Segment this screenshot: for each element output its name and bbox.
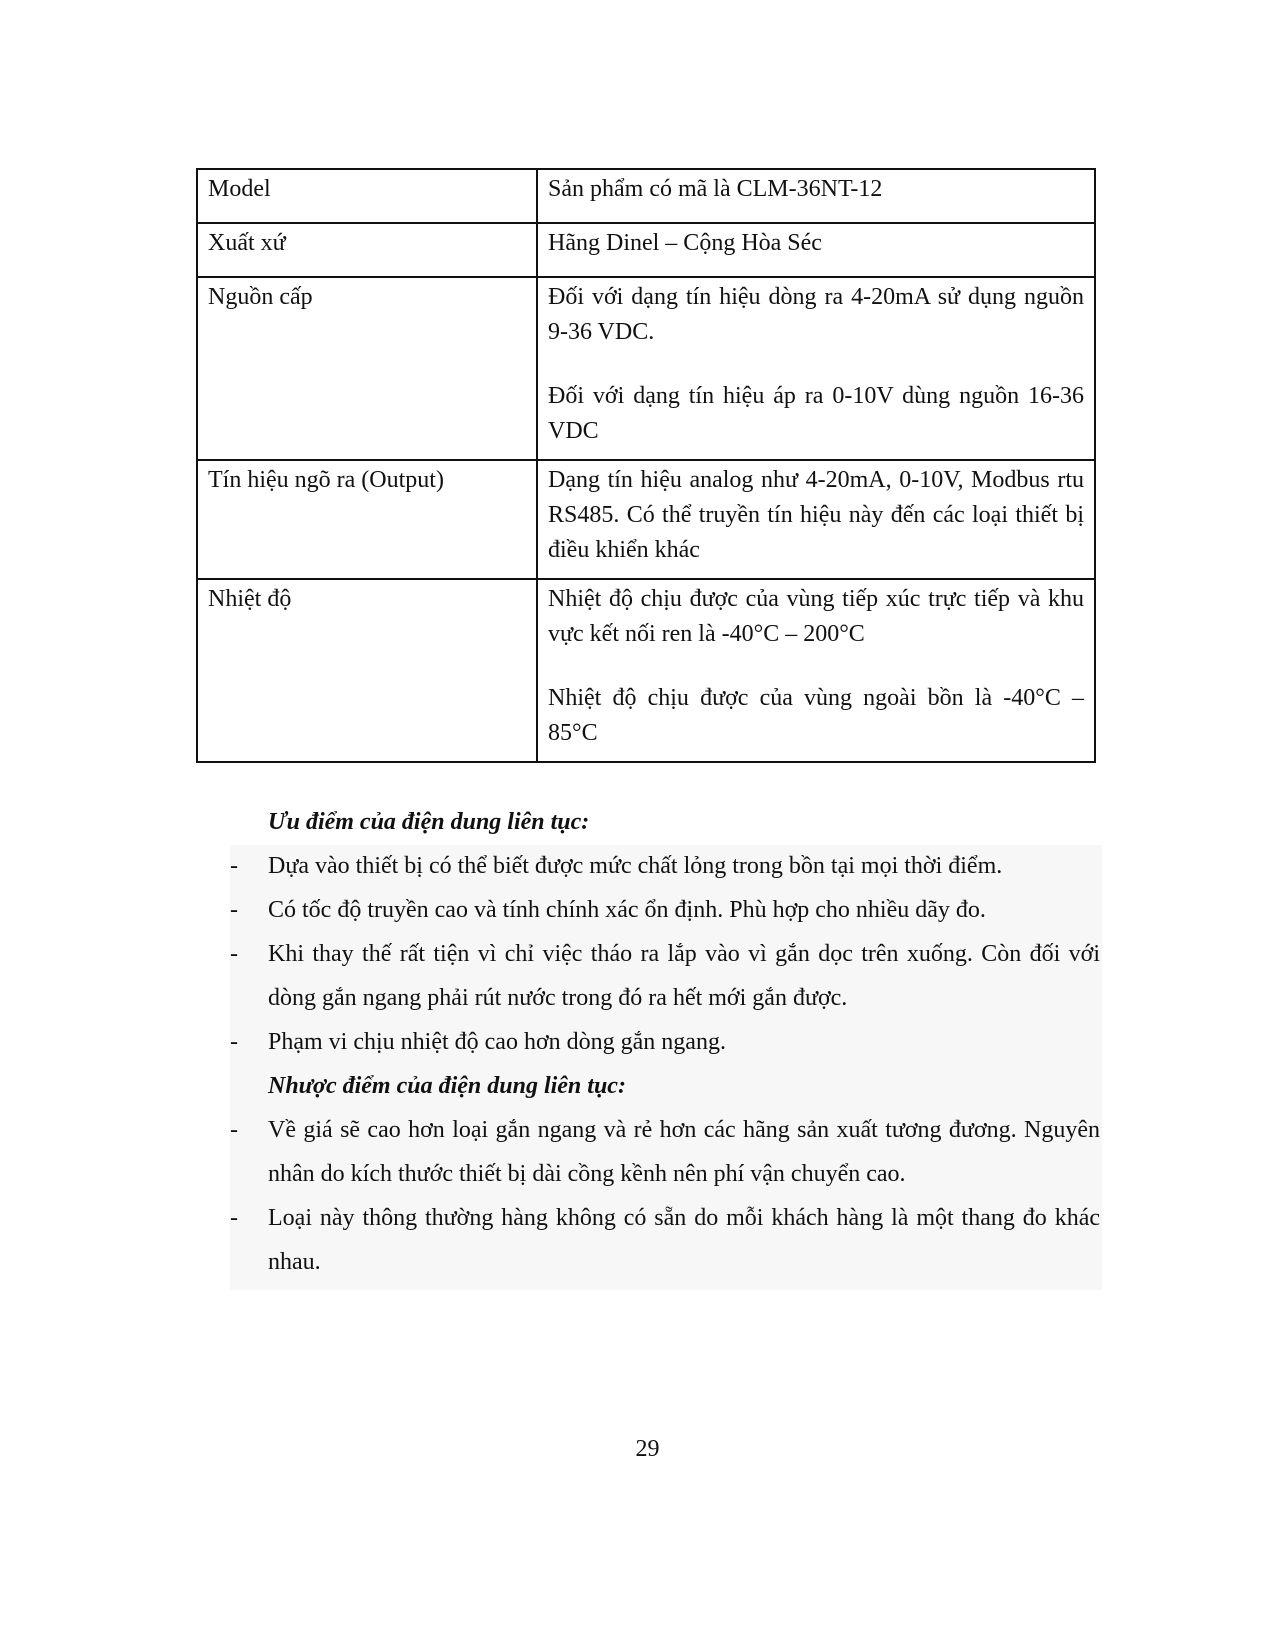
table-cell-label: Tín hiệu ngõ ra (Output) (197, 460, 537, 579)
disadvantages-heading: Nhược điểm của điện dung liên tục: (268, 1073, 626, 1099)
cell-paragraph: Sản phẩm có mã là CLM-36NT-12 (548, 176, 883, 202)
table-cell-label: Nhiệt độ (197, 579, 537, 762)
list-item-text: Phạm vi chịu nhiệt độ cao hơn dòng gắn ngang. (268, 1029, 726, 1055)
bullet-dash: - (230, 1029, 238, 1055)
table-cell-value (537, 579, 1095, 762)
list-item-text: Loại này thông thường hàng không có sẵn do mỗi khách hàng là một thang đo khác nhau. (268, 1205, 1100, 1275)
list-item (230, 1020, 1100, 1064)
bullet-dash: - (230, 1205, 238, 1231)
cell-paragraph: Nhiệt độ chịu được của vùng ngoài bồn là -40°C – 85°C (548, 685, 1084, 746)
advantages-heading: Ưu điểm của điện dung liên tục: (268, 809, 590, 835)
list-item-text: Dựa vào thiết bị có thể biết được mức chất lỏng trong bồn tại mọi thời điểm. (268, 853, 1003, 879)
table-cell-value (537, 223, 1095, 277)
specification-table (196, 168, 1096, 763)
table-row-origin (197, 223, 1095, 277)
table-cell-label: Nguồn cấp (197, 277, 537, 460)
list-item-text: Khi thay thế rất tiện vì chỉ việc tháo ra lắp vào vì gắn dọc trên xuống. Còn đối với dòng gắn ngang phải rút nước trong đó ra hết mới gắn được. (268, 941, 1100, 1011)
table-cell-value (537, 169, 1095, 223)
table-cell-value (537, 277, 1095, 460)
list-item (230, 1108, 1100, 1196)
bullet-dash: - (230, 897, 238, 923)
cell-paragraph: Dạng tín hiệu analog như 4-20mA, 0-10V, Modbus rtu RS485. Có thể truyền tín hiệu này đến các loại thiết bị điều khiển khác (548, 467, 1084, 563)
cell-paragraph: Nhiệt độ chịu được của vùng tiếp xúc trực tiếp và khu vực kết nối ren là -40°C – 200°C (548, 586, 1084, 647)
list-item-text: Về giá sẽ cao hơn loại gắn ngang và rẻ hơn các hãng sản xuất tương đương. Nguyên nhân do kích thước thiết bị dài cồng kềnh nên phí vận chuyển cao. (268, 1117, 1100, 1187)
cell-paragraph: Hãng Dinel – Cộng Hòa Séc (548, 230, 822, 256)
page-number: 29 (635, 1436, 660, 1462)
bullet-dash: - (230, 1117, 238, 1143)
list-item (230, 844, 1100, 888)
table-cell-value (537, 460, 1095, 579)
table-row-model (197, 169, 1095, 223)
bullet-dash: - (230, 853, 238, 879)
bullet-dash: - (230, 941, 238, 967)
cell-paragraph: Đối với dạng tín hiệu áp ra 0-10V dùng nguồn 16-36 VDC (548, 383, 1084, 444)
table-row-temperature (197, 579, 1095, 762)
table-cell-label: Xuất xứ (197, 223, 537, 277)
table-row-output-signal (197, 460, 1095, 579)
list-item (230, 888, 1100, 932)
advantages-section (230, 800, 1100, 1284)
table-cell-label: Model (197, 169, 537, 223)
list-item (230, 932, 1100, 1020)
list-item (230, 1196, 1100, 1284)
cell-paragraph: Đối với dạng tín hiệu dòng ra 4-20mA sử dụng nguồn 9-36 VDC. (548, 284, 1084, 345)
list-item-text: Có tốc độ truyền cao và tính chính xác ổn định. Phù hợp cho nhiều dãy đo. (268, 897, 986, 923)
table-row-power-supply (197, 277, 1095, 460)
